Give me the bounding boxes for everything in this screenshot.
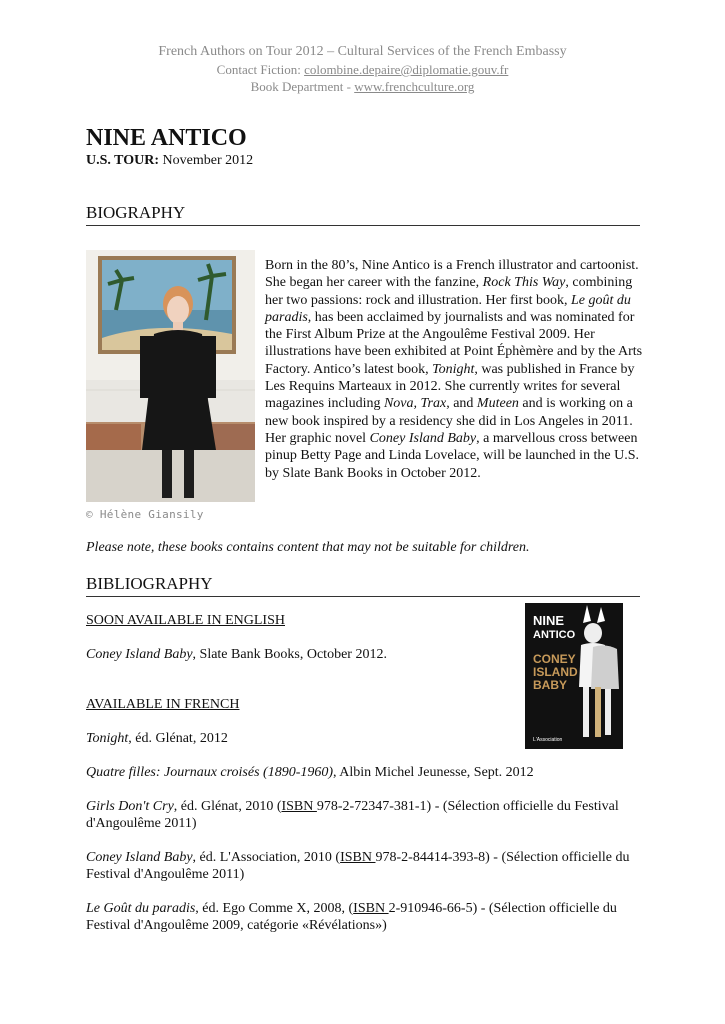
french-item-details: , éd. L'Association, 2010 ( xyxy=(192,850,341,865)
french-item-isbn: 978-2-72347-381-1) - (Sélection officielle du Festival d'Angoulême 2011) xyxy=(86,799,619,831)
french-item-details: , éd. Glénat, 2012 xyxy=(128,731,228,746)
biography-text-segment: , and xyxy=(446,396,477,412)
book-cover-image xyxy=(525,603,623,749)
french-item-5 xyxy=(86,900,642,934)
cover-title-line2: ISLAND xyxy=(533,665,578,679)
biography-text-segment: , has been acclaimed by journalists and was nominated for the First Album Prize at the Angoulême Festival 2009. Her illustrations have been exhibited at Point Éphèmère and by the Arts Factory. Antico’s latest book, xyxy=(265,309,643,377)
cover-author-line2: ANTICO xyxy=(533,629,576,641)
biography-italic-title: Coney Island Baby xyxy=(369,430,477,446)
english-section-heading: SOON AVAILABLE IN ENGLISH xyxy=(86,613,285,628)
biography-text-segment: and is working on a new book inspired by a residency she did in Los Angeles in 2011. Her graphic novel xyxy=(265,396,633,446)
cover-publisher: L'Association xyxy=(533,737,563,743)
book-dept-link[interactable]: www.frenchculture.org xyxy=(354,79,475,94)
tour-date: November 2012 xyxy=(159,153,254,168)
isbn-link[interactable]: ISBN xyxy=(281,799,317,814)
cover-title-line1: CONEY xyxy=(533,652,576,666)
french-item-details: , éd. Glénat, 2010 ( xyxy=(173,799,282,814)
biography-text-segment: Born in the 80’s, Nine Antico is a French illustrator and cartoonist. She began her career with the fanzine, xyxy=(265,258,639,291)
french-item-1 xyxy=(86,730,642,747)
contact-email-link[interactable]: colombine.depaire@diplomatie.gouv.fr xyxy=(304,62,509,77)
cover-author-line1: NINE xyxy=(533,613,565,628)
author-name: NINE ANTICO xyxy=(86,125,247,151)
biography-text-segment: , combining her two passions: rock and illustration. Her first book, xyxy=(265,275,633,308)
biography-italic-title: Muteen xyxy=(476,396,519,412)
biography-italic-title: Tonight xyxy=(432,361,475,377)
bibliography-heading: BIBLIOGRAPHY xyxy=(86,573,640,597)
french-item-2 xyxy=(86,764,642,781)
tour-label: U.S. TOUR: xyxy=(86,153,160,168)
french-item-details: , éd. Ego Comme X, 2008, ( xyxy=(195,901,354,916)
french-item-3 xyxy=(86,798,642,832)
biography-italic-title: Nova, Trax xyxy=(383,396,447,412)
french-item-title: Le Goût du paradis xyxy=(86,901,196,916)
english-item xyxy=(86,646,387,663)
biography-text-segment: , was published in France by Les Requins Marteaux in 2012. She currently writes for several magazines including xyxy=(265,361,635,412)
header-book-dept xyxy=(0,78,725,95)
french-item-title: Coney Island Baby xyxy=(86,850,193,865)
header-contact xyxy=(0,61,725,78)
content-warning: Please note, these books contains content that may not be suitable for children. xyxy=(86,540,530,555)
french-item-title: Quatre filles: Journaux croisés (1890-1960) xyxy=(86,765,334,780)
author-photo xyxy=(86,250,255,502)
french-item-isbn: 978-2-84414-393-8) - (Sélection officielle du Festival d'Angoulême 2011) xyxy=(86,850,630,882)
book-dept-label: Book Department - xyxy=(250,79,355,94)
biography-italic-title: Rock This Way xyxy=(482,275,566,291)
document-header xyxy=(0,43,725,95)
cover-title-line3: BABY xyxy=(533,678,568,692)
isbn-link[interactable]: ISBN xyxy=(353,901,389,916)
contact-label: Contact Fiction: xyxy=(216,62,305,77)
english-item-details: , Slate Bank Books, October 2012. xyxy=(192,647,387,662)
header-title: French Authors on Tour 2012 – Cultural Services of the French Embassy xyxy=(158,44,567,59)
french-item-title: Tonight xyxy=(86,731,129,746)
biography-text xyxy=(265,257,645,482)
biography-italic-title: Le goût du paradis xyxy=(265,292,631,325)
french-item-title: Girls Don't Cry xyxy=(86,799,174,814)
french-item-details: , Albin Michel Jeunesse, Sept. 2012 xyxy=(333,765,534,780)
tour-line xyxy=(86,152,253,170)
biography-text-segment: , a marvellous cross between pinup Betty Page and Linda Lovelace, will be launched in the U.S. by Slate Bank Books in October 2012. xyxy=(265,430,640,481)
biography-heading: BIOGRAPHY xyxy=(86,202,640,226)
french-item-isbn: 2-910946-66-5) - (Sélection officielle du Festival d'Angoulême 2009, catégorie «Révélations») xyxy=(86,901,617,933)
french-section-heading: AVAILABLE IN FRENCH xyxy=(86,697,240,712)
isbn-link[interactable]: ISBN xyxy=(340,850,376,865)
french-item-4 xyxy=(86,849,642,883)
english-item-title: Coney Island Baby xyxy=(86,647,193,662)
photo-credit: © Hélène Giansily xyxy=(86,508,204,521)
